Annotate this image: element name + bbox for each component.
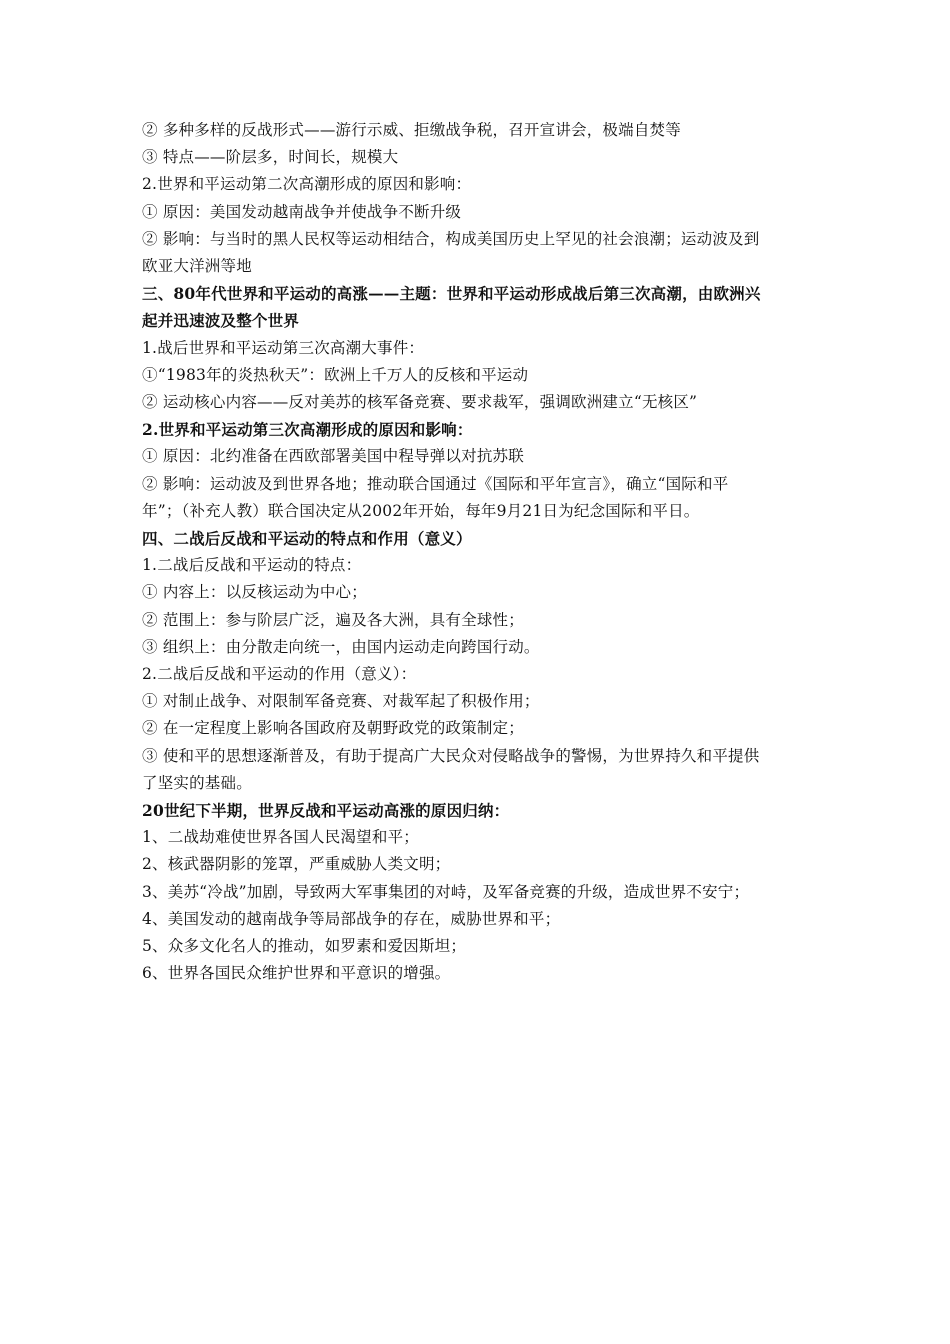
text-line-core-content: ② 运动核心内容——反对美苏的核军备竞赛、要求裁军，强调欧洲建立“无核区” [142, 393, 698, 412]
text-line-features: ③ 特点——阶层多，时间长，规模大 [142, 148, 399, 167]
list-item-cause-6: 6、世界各国民众维护世界和平意识的增强。 [142, 964, 451, 983]
subheading-second-wave-causes: 2.世界和平运动第二次高潮形成的原因和影响： [142, 175, 472, 194]
text-line-anti-war-forms: ② 多种多样的反战形式——游行示威、拒缴战争税，召开宣讲会，极端自焚等 [142, 121, 681, 139]
text-line-effect-three-continued: 了坚实的基础。 [142, 773, 252, 792]
text-line-cause-vietnam: ① 原因：美国发动越南战争并使战争不断升级 [142, 202, 462, 221]
text-line-impact-continued: 欧亚大洋洲等地 [142, 257, 252, 276]
document-page [142, 117, 810, 988]
text-line-effect-two: ② 在一定程度上影响各国政府及朝野政党的政策制定； [142, 719, 524, 738]
text-line-impact-peace-day: 年”；（补充人教）联合国决定从2002年开始，每年9月21日为纪念国际和平日。 [142, 501, 700, 520]
section-heading-three-continued: 起并迅速波及整个世界 [142, 311, 300, 331]
text-line-content: ① 内容上：以反核运动为中心； [142, 583, 367, 602]
list-item-cause-1: 1、二战劫难使世界各国人民渴望和平； [142, 828, 419, 847]
subheading-features: 1.二战后反战和平运动的特点： [142, 556, 362, 575]
section-heading-four: 四、二战后反战和平运动的特点和作用（意义） [142, 529, 472, 549]
text-line-scope: ② 范围上：参与阶层广泛，遍及各大洲，具有全球性； [142, 610, 524, 629]
text-line-organization: ③ 组织上：由分散走向统一，由国内运动走向跨国行动。 [142, 637, 540, 656]
section-heading-three: 三、80年代世界和平运动的高涨——主题：世界和平运动形成战后第三次高潮，由欧洲兴 [142, 284, 761, 304]
list-item-cause-2: 2、核武器阴影的笼罩，严重威胁人类文明； [142, 855, 451, 874]
text-line-impact-worldwide: ② 影响：运动波及到世界各地；推动联合国通过《国际和平年宣言》，确立“国际和平 [142, 474, 729, 493]
subheading-third-wave-events: 1.战后世界和平运动第三次高潮大事件： [142, 338, 425, 357]
list-item-cause-4: 4、美国发动的越南战争等局部战争的存在，威胁世界和平； [142, 909, 561, 928]
text-line-effect-three: ③ 使和平的思想逐渐普及，有助于提高广大民众对侵略战争的警惕，为世界持久和平提供 [142, 746, 760, 765]
subheading-third-wave-causes: 2.世界和平运动第三次高潮形成的原因和影响： [142, 420, 473, 440]
text-line-impact-civil-rights: ② 影响：与当时的黑人民权等运动相结合，构成美国历史上罕见的社会浪潮；运动波及到 [142, 229, 760, 248]
subheading-significance: 2.二战后反战和平运动的作用（意义）： [142, 665, 417, 684]
section-heading-causes-summary: 20世纪下半期，世界反战和平运动高涨的原因归纳： [142, 801, 510, 821]
text-line-effect-one: ① 对制止战争、对限制军备竞赛、对裁军起了积极作用； [142, 692, 540, 711]
list-item-cause-3: 3、美苏“冷战”加剧，导致两大军事集团的对峙，及军备竞赛的升级，造成世界不安宁； [142, 882, 750, 901]
text-line-1983-autumn: ①“1983年的炎热秋天”：欧洲上千万人的反核和平运动 [142, 365, 529, 384]
text-line-cause-nato: ① 原因：北约准备在西欧部署美国中程导弹以对抗苏联 [142, 447, 524, 466]
list-item-cause-5: 5、众多文化名人的推动，如罗素和爱因斯坦； [142, 937, 467, 956]
